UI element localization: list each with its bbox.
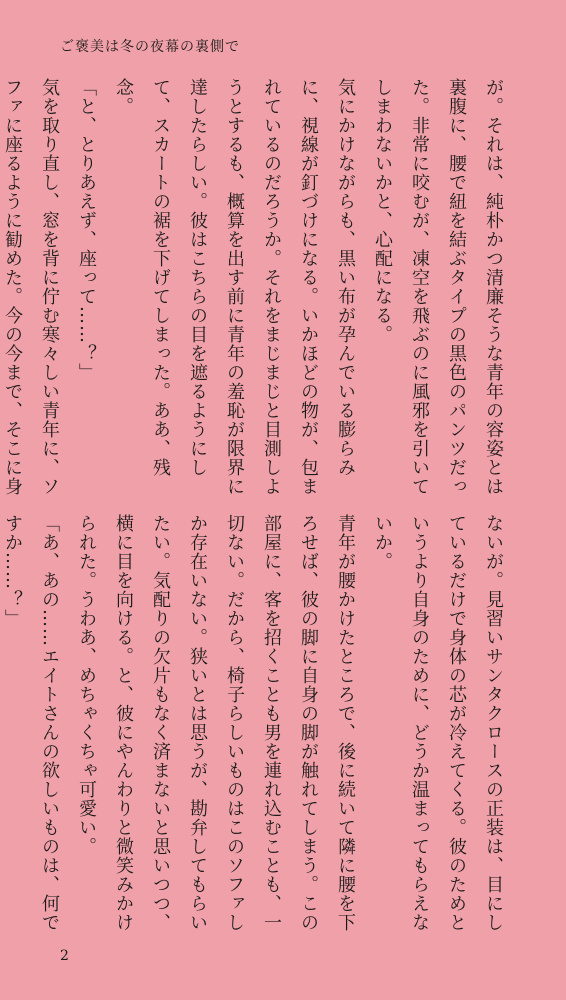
text-block-top bbox=[2, 78, 512, 498]
paragraph: 青年が腰かけたところで、後に続いて隣に腰を下ろせば、彼の脚に自身の脚が触れてしまう。この部屋に、客を招くことも男を連れ込むことも、一切ない。だから、椅子らしいものはこのソファしか存在いない。狭いとは思うが、勘弁してもらいたい。気配りの欠片もなく済まないと思いつつ、横に目を向ける。と、彼にやんわりと微笑みかけられた。うわあ、めちゃくちゃ可愛い。 bbox=[76, 514, 356, 932]
dialogue-line: 「あ、あの……エイトさんの欲しいものは、何ですか……？」 bbox=[2, 514, 60, 932]
page-number: 2 bbox=[60, 948, 69, 964]
running-title: ご褒美は冬の夜幕の裏側で bbox=[60, 39, 240, 55]
paragraph: が。それは、純朴かつ清廉そうな青年の容姿とは裏腹に、腰で紐を結ぶタイプの黒色のパンツだった。非常に咬むが、凍空を飛ぶのに風邪を引いてしまわないかと、心配になる。 bbox=[372, 78, 504, 496]
paragraph: ないが。見習いサンタクロースの正装は、目にしているだけで身体の芯が冷えてくる。彼のためというより自身のために、どうか温まってもらえないか。 bbox=[372, 514, 504, 932]
text-block-bottom bbox=[2, 514, 512, 934]
dialogue-line: 「と、とりあえず、座って……？」 bbox=[76, 78, 97, 382]
paragraph: 気にかけながらも、黒い布が孕んでいる膨らみに、視線が釘づけになる。いかほどの物が、包まれているのだろうか。それをまじまじと目測しようとするも、概算を出す前に青年の羞恥が限界に達したらしい。彼はこちらの目を遮るようにして、スカートの裾を下げてしまった。ああ、残念。 bbox=[113, 78, 356, 496]
paragraph: 気を取り直し、窓を背に佇む寒々しい青年に、ソファに座るように勧めた。今の今まで、そこに身 bbox=[2, 78, 60, 496]
